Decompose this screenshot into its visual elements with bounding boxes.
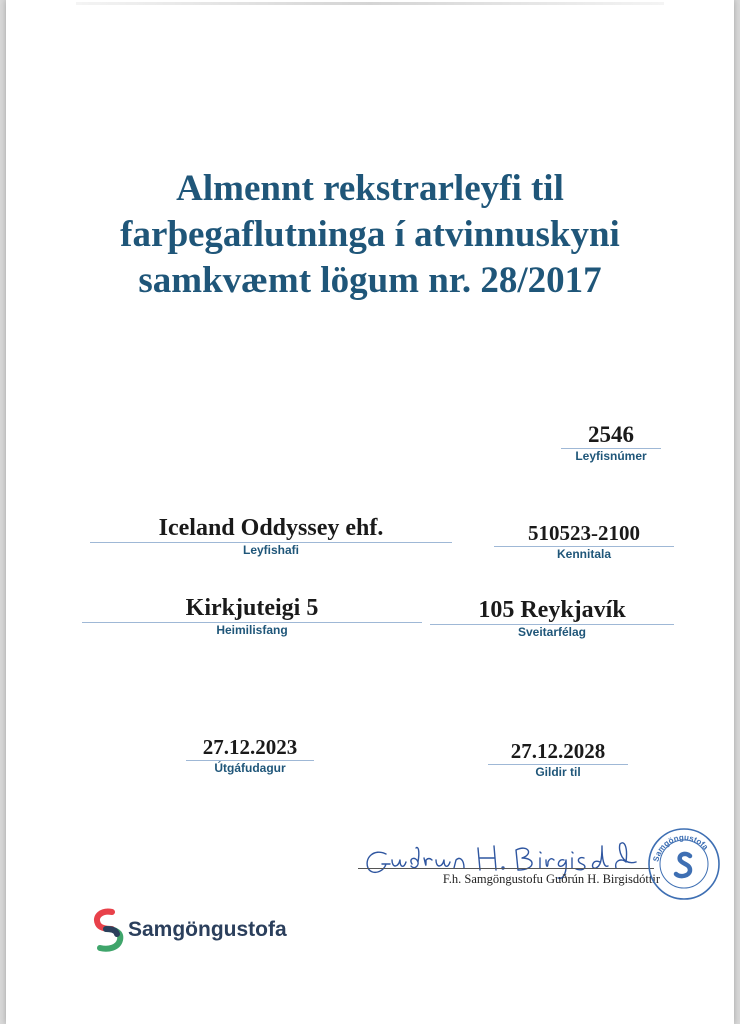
title-line-3: samkvæmt lögum nr. 28/2017 xyxy=(138,260,602,301)
id-number-field xyxy=(494,522,674,563)
official-stamp xyxy=(646,826,722,902)
valid-until-label: Gildir til xyxy=(535,765,581,780)
svg-text:Samgöngustofa: Samgöngustofa xyxy=(651,832,711,863)
issue-date-label: Útgáfudagur xyxy=(214,761,286,776)
municipality-field xyxy=(430,597,674,641)
title-line-1: Almennt rekstrarleyfi til xyxy=(176,168,564,209)
address-field xyxy=(82,595,422,639)
address-label: Heimilisfang xyxy=(216,623,288,638)
address-value: Kirkjuteigi 5 xyxy=(185,595,319,621)
signature-caption: F.h. Samgöngustofu Guðrún H. Birgisdóttir xyxy=(442,872,660,886)
document-page xyxy=(6,0,734,1024)
licensee-field xyxy=(90,515,452,559)
logo-wordmark: Samgöngustofa xyxy=(128,918,287,941)
municipality-label: Sveitarfélag xyxy=(517,625,587,640)
valid-until-value: 27.12.2028 xyxy=(510,739,606,763)
issue-date-field xyxy=(186,736,314,777)
signature-rule xyxy=(358,868,654,869)
license-number-label: Leyfisnúmer xyxy=(575,449,647,464)
id-number-label: Kennitala xyxy=(556,547,611,562)
document-title xyxy=(6,166,734,304)
samgongustofa-logo-icon xyxy=(90,908,130,954)
licensee-label: Leyfishafi xyxy=(242,543,299,558)
license-number-field xyxy=(561,422,661,465)
license-number-value: 2546 xyxy=(588,422,634,447)
valid-until-field xyxy=(488,740,628,781)
licensee-value: Iceland Oddyssey ehf. xyxy=(158,515,384,541)
scan-edge xyxy=(76,2,664,5)
municipality-value: 105 Reykjavík xyxy=(478,597,626,623)
issue-date-value: 27.12.2023 xyxy=(202,735,298,759)
title-line-2: farþegaflutninga í atvinnuskyni xyxy=(120,214,620,255)
id-number-value: 510523-2100 xyxy=(528,521,640,545)
